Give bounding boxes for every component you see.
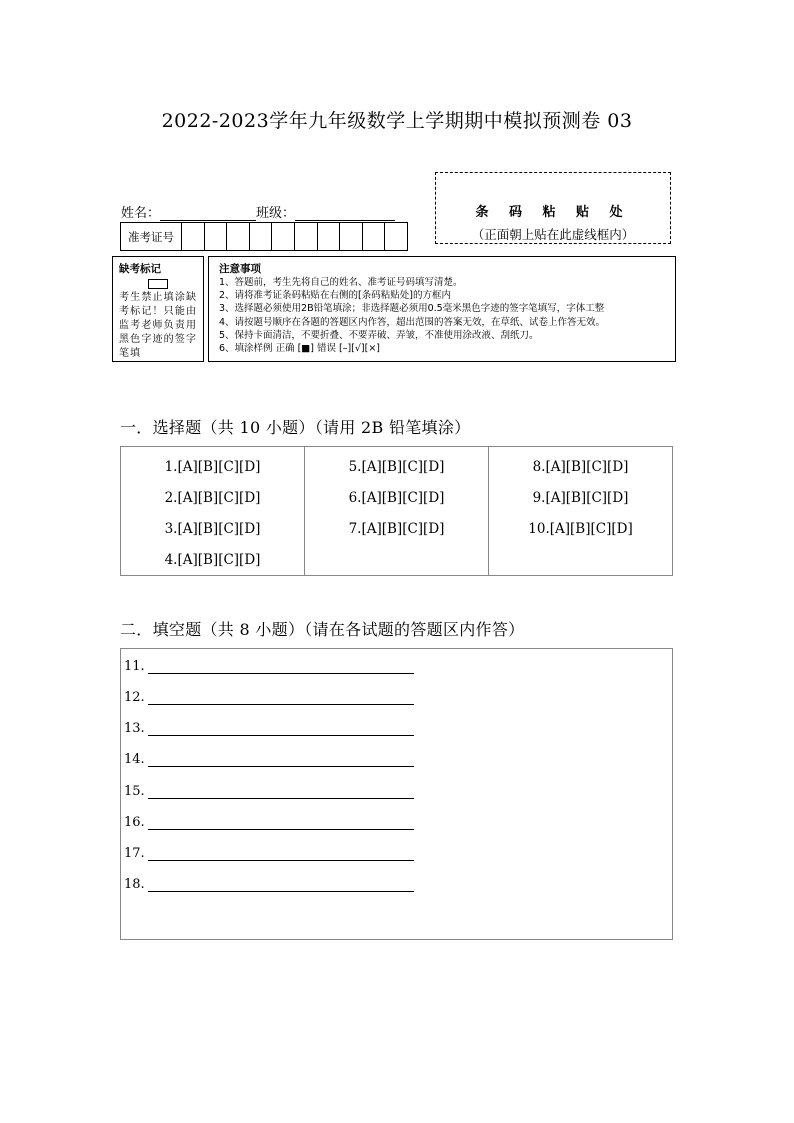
choice-row[interactable]: 2.[A][B][C][D]	[164, 490, 261, 506]
answer-line[interactable]	[148, 721, 414, 736]
fill-row	[124, 721, 414, 736]
page-title: 2022-2023学年九年级数学上学期期中模拟预测卷 03	[161, 110, 633, 132]
missing-mark-title: 缺考标记	[119, 263, 161, 275]
ticket-digit-cell[interactable]	[205, 223, 228, 250]
ticket-digit-cell[interactable]	[182, 223, 205, 250]
class-label: 班级：	[256, 206, 296, 221]
barcode-title: 条 码 粘 贴 处	[475, 205, 631, 220]
choice-column	[305, 447, 489, 575]
note-item: 4、请按题号顺序在各题的答题区内作答，超出范围的答案无效，在草纸、试卷上作答无效。	[219, 316, 606, 328]
question-number: 18.	[124, 877, 145, 892]
fill-row	[124, 690, 414, 705]
choice-column	[121, 447, 305, 575]
answer-line[interactable]	[148, 815, 414, 830]
barcode-area	[435, 172, 671, 244]
ticket-digit-cell[interactable]	[363, 223, 386, 250]
note-item: 3、选择题必须使用2B铅笔填涂；非选择题必须用0.5毫米黑色字迹的签字笔填写，字体工整	[219, 303, 605, 315]
choice-row[interactable]: 1.[A][B][C][D]	[164, 459, 261, 475]
student-info	[121, 202, 395, 221]
question-number: 14.	[124, 752, 145, 767]
ticket-number-grid	[120, 222, 408, 251]
missing-mark-desc: 考生禁止填涂缺考标记！只能由监考老师负责用黑色字迹的签字笔填	[119, 292, 197, 359]
answer-line[interactable]	[148, 752, 414, 767]
choice-row[interactable]: 6.[A][B][C][D]	[348, 490, 445, 506]
ticket-number-label: 准考证号	[121, 223, 182, 250]
section2-heading: 二．填空题（共 8 小题）（请在各试题的答题区内作答）	[120, 620, 525, 639]
answer-line[interactable]	[148, 690, 414, 705]
missing-mark-box[interactable]	[148, 279, 168, 289]
choice-row[interactable]: 7.[A][B][C][D]	[348, 521, 445, 537]
choice-row[interactable]: 10.[A][B][C][D]	[528, 521, 633, 537]
question-number: 17.	[124, 846, 145, 861]
choice-row[interactable]: 4.[A][B][C][D]	[164, 552, 261, 568]
note-item: 2、请将准考证条码粘贴在右侧的[条码粘贴处]的方框内	[219, 290, 451, 302]
ticket-digit-cell[interactable]	[272, 223, 295, 250]
fill-row	[124, 784, 414, 799]
choice-column	[489, 447, 672, 575]
fill-row	[124, 815, 414, 830]
fill-row	[124, 659, 414, 674]
notes-title: 注意事项	[219, 263, 261, 275]
fill-answer-area	[120, 648, 673, 940]
ticket-digit-cell[interactable]	[340, 223, 363, 250]
question-number: 15.	[124, 784, 145, 799]
choice-row[interactable]: 9.[A][B][C][D]	[532, 490, 629, 506]
answer-line[interactable]	[148, 784, 414, 799]
question-number: 13.	[124, 721, 145, 736]
notes-box	[208, 256, 676, 362]
note-item: 6、填涂样例 正确 [■] 错误 [–][√][×]	[219, 343, 381, 355]
answer-line[interactable]	[148, 846, 414, 861]
fill-row	[124, 752, 414, 767]
barcode-subtitle: （正面朝上贴在此虚线框内）	[471, 227, 635, 242]
ticket-digit-cell[interactable]	[385, 223, 407, 250]
ticket-digit-cell[interactable]	[318, 223, 341, 250]
fill-row	[124, 877, 414, 892]
fill-row	[124, 846, 414, 861]
name-field[interactable]	[160, 206, 256, 221]
missing-exam-mark	[112, 256, 204, 362]
answer-line[interactable]	[148, 659, 414, 674]
question-number: 16.	[124, 815, 145, 830]
question-number: 12.	[124, 690, 145, 705]
choice-row[interactable]: 5.[A][B][C][D]	[348, 459, 445, 475]
choice-row[interactable]: 8.[A][B][C][D]	[532, 459, 629, 475]
ticket-digit-cell[interactable]	[250, 223, 273, 250]
choice-answer-grid	[120, 446, 673, 576]
note-item: 5、保持卡面清洁，不要折叠、不要弄破、弄皱，不准使用涂改液、刮纸刀。	[219, 329, 539, 341]
ticket-digit-cell[interactable]	[295, 223, 318, 250]
ticket-digit-cell[interactable]	[227, 223, 250, 250]
section1-heading: 一．选择题（共 10 小题）（请用 2B 铅笔填涂）	[120, 418, 471, 437]
answer-line[interactable]	[148, 877, 414, 892]
question-number: 11.	[124, 659, 145, 674]
class-field[interactable]	[295, 206, 395, 221]
note-item: 1、答题前，考生先将自己的姓名、准考证号码填写清楚。	[219, 277, 463, 288]
choice-row[interactable]: 3.[A][B][C][D]	[164, 521, 261, 537]
name-label: 姓名：	[121, 206, 161, 221]
